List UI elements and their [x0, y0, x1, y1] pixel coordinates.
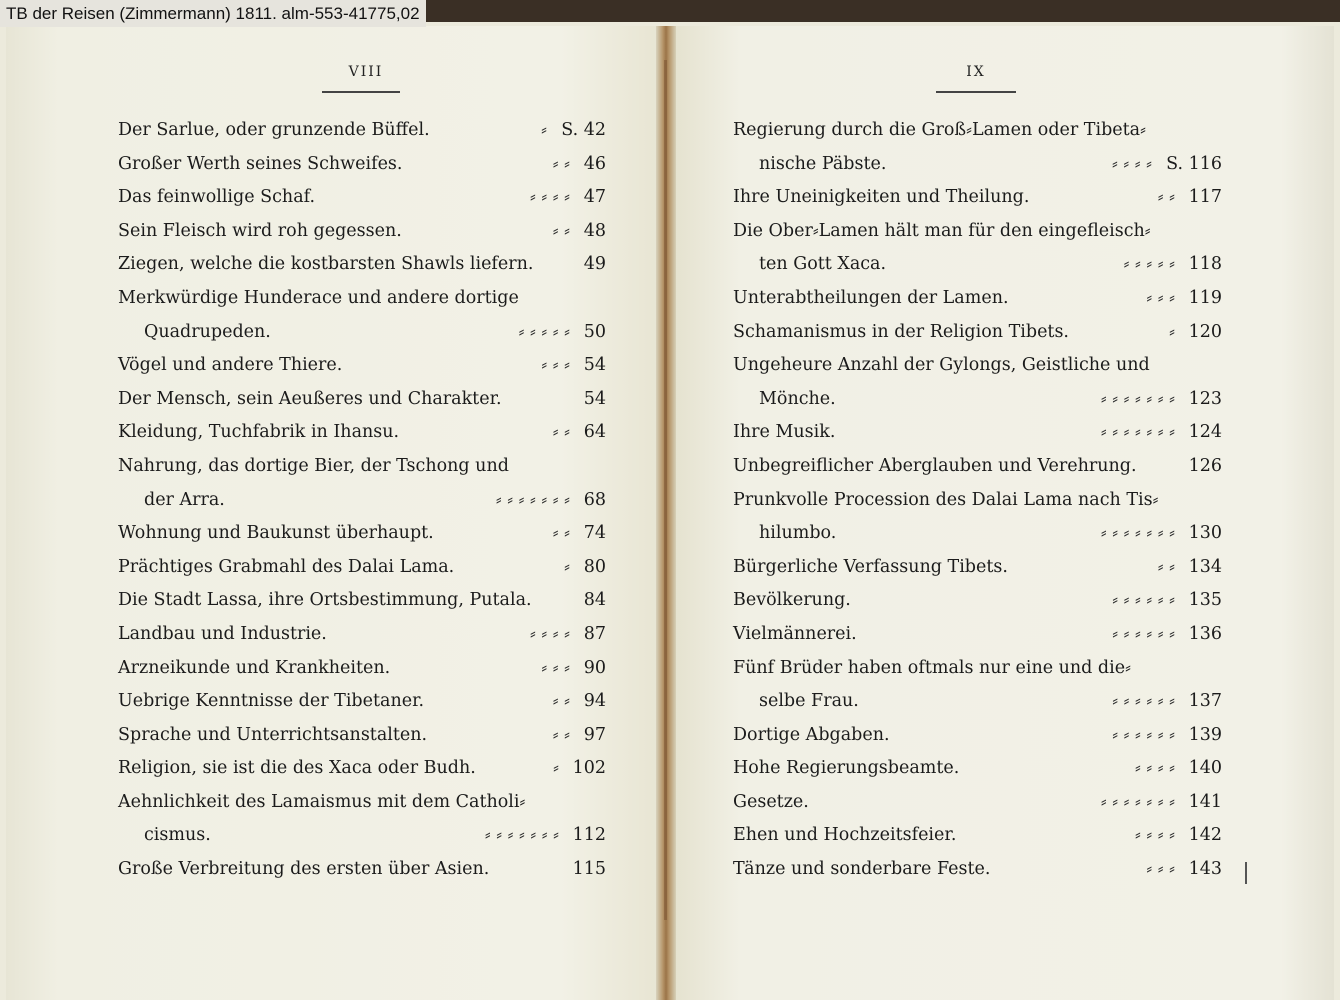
toc-entry	[733, 719, 1222, 753]
toc-entry	[733, 618, 1222, 652]
toc-page-number: 94	[583, 691, 606, 712]
toc-page-number: 118	[1188, 254, 1222, 275]
left-table-of-contents	[118, 114, 606, 887]
toc-entry-title: Vögel und andere Thiere.	[118, 355, 343, 376]
toc-page-number: 126	[1188, 455, 1222, 476]
toc-leader-dots: ⸗ ⸗	[1157, 556, 1175, 577]
toc-page-number: 74	[583, 523, 606, 544]
toc-entry-title: Das feinwollige Schaf.	[118, 187, 316, 208]
toc-entry-title: Aehnlichkeit des Lamaismus mit dem Catholi⸗	[118, 791, 526, 812]
toc-leader-dots: ⸗ ⸗	[552, 153, 570, 174]
left-folio-rule	[322, 91, 400, 93]
toc-leader-dots: ⸗	[541, 120, 547, 140]
toc-entry-title: Große Verbreitung des ersten über Asien.	[118, 859, 490, 880]
toc-entry-title: Hohe Regierungsbeamte.	[733, 758, 960, 779]
toc-entry	[733, 282, 1222, 316]
toc-entry	[118, 517, 606, 551]
toc-entry	[733, 853, 1222, 887]
toc-leader-dots: ⸗ ⸗ ⸗ ⸗ ⸗ ⸗ ⸗	[1100, 523, 1175, 544]
toc-entry	[733, 786, 1222, 820]
toc-page-number: 50	[583, 321, 606, 342]
right-folio-rule	[936, 91, 1016, 93]
toc-entry-title: Unterabtheilungen der Lamen.	[733, 287, 1009, 308]
toc-entry	[118, 450, 606, 484]
toc-entry-title: Arzneikunde und Krankheiten.	[118, 657, 391, 678]
toc-entry	[118, 114, 606, 148]
toc-page-number: 115	[572, 859, 606, 880]
toc-page-number: 120	[1188, 321, 1222, 342]
toc-page-number: 139	[1188, 724, 1222, 745]
toc-entry-title: Quadrupeden.	[144, 321, 271, 342]
toc-entry-title: Regierung durch die Groß⸗Lamen oder Tibeta⸗	[733, 120, 1146, 140]
toc-page-number: 87	[583, 623, 606, 644]
toc-leader-dots: ⸗ ⸗ ⸗ ⸗	[530, 187, 570, 208]
toc-entry-title: hilumbo.	[759, 523, 837, 544]
toc-leader-dots: ⸗ ⸗	[552, 691, 570, 712]
toc-entry-title: Vielmännerei.	[733, 623, 857, 644]
toc-leader-dots: ⸗ ⸗ ⸗ ⸗	[1135, 758, 1175, 779]
toc-entry-title: Religion, sie ist die des Xaca oder Budh.	[118, 758, 476, 779]
toc-entry	[118, 685, 606, 719]
toc-entry-title: Gesetze.	[733, 791, 809, 812]
toc-entry-title: ten Gott Xaca.	[759, 254, 887, 275]
toc-entry	[118, 819, 606, 853]
toc-entry-title: Bürgerliche Verfassung Tibets.	[733, 556, 1008, 577]
binding-thread	[664, 60, 667, 920]
toc-page-number: 68	[583, 489, 606, 510]
toc-entry-title: Ihre Musik.	[733, 422, 836, 443]
toc-page-number: S. 116	[1166, 153, 1222, 174]
toc-leader-dots: ⸗ ⸗ ⸗	[541, 657, 570, 678]
toc-page-number: 134	[1188, 556, 1222, 577]
toc-entry-title: Nahrung, das dortige Bier, der Tschong und	[118, 455, 509, 476]
toc-entry	[733, 383, 1222, 417]
toc-entry-title: Dortige Abgaben.	[733, 724, 890, 745]
toc-entry	[733, 517, 1222, 551]
toc-page-number: 49	[583, 254, 606, 275]
image-caption: TB der Reisen (Zimmermann) 1811. alm-553-41775,02	[0, 0, 426, 27]
toc-page-number: 102	[572, 758, 606, 779]
toc-entry	[118, 551, 606, 585]
toc-page-number: 143	[1188, 859, 1222, 880]
toc-entry	[118, 248, 606, 282]
toc-entry-title: Landbau und Industrie.	[118, 623, 327, 644]
toc-page-number: 130	[1188, 523, 1222, 544]
toc-entry	[118, 416, 606, 450]
toc-entry	[733, 248, 1222, 282]
toc-leader-dots: ⸗ ⸗ ⸗ ⸗ ⸗ ⸗ ⸗	[1100, 388, 1175, 409]
toc-entry-title: Ihre Uneinigkeiten und Theilung.	[733, 187, 1030, 208]
toc-page-number: 124	[1188, 422, 1222, 443]
toc-page-number: 141	[1188, 791, 1222, 812]
toc-entry	[733, 584, 1222, 618]
toc-page-number: 48	[583, 220, 606, 241]
toc-leader-dots: ⸗ ⸗ ⸗ ⸗ ⸗ ⸗ ⸗	[1100, 791, 1175, 812]
toc-page-number: 64	[583, 422, 606, 443]
toc-entry	[118, 316, 606, 350]
toc-leader-dots: ⸗	[564, 556, 570, 577]
toc-page-number: 137	[1188, 691, 1222, 712]
toc-leader-dots: ⸗ ⸗ ⸗ ⸗ ⸗	[1123, 254, 1175, 275]
toc-leader-dots: ⸗ ⸗ ⸗	[541, 355, 570, 376]
toc-page-number: 54	[583, 355, 606, 376]
toc-entry-title: Die Stadt Lassa, ihre Ortsbestimmung, Putala.	[118, 590, 532, 611]
toc-page-number: 142	[1188, 825, 1222, 846]
toc-entry	[118, 618, 606, 652]
toc-leader-dots: ⸗	[1169, 321, 1175, 342]
toc-entry	[118, 148, 606, 182]
toc-entry-title: Uebrige Kenntnisse der Tibetaner.	[118, 691, 425, 712]
toc-entry	[118, 719, 606, 753]
toc-entry	[733, 181, 1222, 215]
toc-entry	[118, 853, 606, 887]
toc-entry-title: Ungeheure Anzahl der Gylongs, Geistliche und	[733, 355, 1150, 376]
right-page-number: IX	[966, 64, 986, 80]
toc-entry	[118, 584, 606, 618]
toc-leader-dots: ⸗ ⸗ ⸗	[1146, 287, 1175, 308]
toc-leader-dots: ⸗ ⸗ ⸗ ⸗ ⸗ ⸗	[1112, 623, 1175, 644]
toc-entry-title: Ehen und Hochzeitsfeier.	[733, 825, 957, 846]
toc-entry-title: Sein Fleisch wird roh gegessen.	[118, 220, 402, 241]
toc-entry-title: Unbegreiflicher Aberglauben und Verehrung.	[733, 455, 1137, 476]
toc-page-number: 140	[1188, 758, 1222, 779]
toc-entry-title: Wohnung und Baukunst überhaupt.	[118, 523, 434, 544]
toc-entry-title: cismus.	[144, 825, 211, 846]
toc-leader-dots: ⸗ ⸗ ⸗ ⸗ ⸗ ⸗	[1112, 724, 1175, 745]
toc-entry-title: der Arra.	[144, 489, 225, 510]
toc-entry	[733, 685, 1222, 719]
right-table-of-contents	[733, 114, 1222, 887]
toc-entry-title: Großer Werth seines Schweifes.	[118, 153, 403, 174]
toc-entry	[733, 819, 1222, 853]
toc-page-number: 90	[583, 657, 606, 678]
toc-page-number: 117	[1188, 187, 1222, 208]
left-page-number: VIII	[348, 64, 384, 80]
toc-entry	[733, 551, 1222, 585]
toc-leader-dots: ⸗ ⸗	[1157, 187, 1175, 208]
toc-page-number: 112	[572, 825, 606, 846]
toc-entry-title: Schamanismus in der Religion Tibets.	[733, 321, 1069, 342]
toc-entry-title: Merkwürdige Hunderace und andere dortige	[118, 287, 519, 308]
toc-page-number: 47	[583, 187, 606, 208]
page-edge-mark	[1245, 862, 1247, 884]
toc-entry-title: Prächtiges Grabmahl des Dalai Lama.	[118, 556, 455, 577]
toc-entry-title: nische Päbste.	[759, 153, 887, 174]
toc-leader-dots: ⸗ ⸗	[552, 422, 570, 443]
toc-leader-dots: ⸗ ⸗ ⸗ ⸗ ⸗	[518, 321, 570, 342]
toc-page-number: 84	[583, 590, 606, 611]
toc-entry-title: Der Mensch, sein Aeußeres und Charakter.	[118, 388, 502, 409]
toc-leader-dots: ⸗ ⸗	[552, 523, 570, 544]
toc-page-number: S. 42	[561, 120, 606, 140]
toc-entry	[733, 752, 1222, 786]
toc-entry	[118, 652, 606, 686]
toc-leader-dots: ⸗ ⸗	[552, 724, 570, 745]
toc-entry	[733, 450, 1222, 484]
toc-entry-title: Mönche.	[759, 388, 836, 409]
toc-entry-title: Kleidung, Tuchfabrik in Ihansu.	[118, 422, 400, 443]
toc-leader-dots: ⸗ ⸗	[552, 220, 570, 241]
toc-entry	[733, 215, 1222, 249]
toc-page-number: 46	[583, 153, 606, 174]
toc-page-number: 119	[1188, 287, 1222, 308]
toc-entry-title: Prunkvolle Procession des Dalai Lama nach Tis⸗	[733, 489, 1159, 510]
toc-entry-title: Tänze und sonderbare Feste.	[733, 859, 991, 880]
toc-leader-dots: ⸗ ⸗ ⸗ ⸗ ⸗ ⸗ ⸗	[495, 489, 570, 510]
toc-entry	[118, 786, 606, 820]
toc-leader-dots: ⸗ ⸗ ⸗ ⸗ ⸗ ⸗	[1112, 590, 1175, 611]
toc-entry	[118, 215, 606, 249]
toc-entry	[118, 181, 606, 215]
toc-entry	[118, 484, 606, 518]
toc-leader-dots: ⸗ ⸗ ⸗ ⸗ ⸗ ⸗ ⸗	[484, 825, 559, 846]
toc-entry-title: Die Ober⸗Lamen hält man für den eingefleisch⸗	[733, 220, 1151, 241]
toc-entry	[733, 652, 1222, 686]
toc-page-number: 136	[1188, 623, 1222, 644]
toc-entry-title: Sprache und Unterrichtsanstalten.	[118, 724, 428, 745]
toc-page-number: 123	[1188, 388, 1222, 409]
toc-entry-title: Fünf Brüder haben oftmals nur eine und die⸗	[733, 657, 1131, 678]
toc-entry	[118, 752, 606, 786]
toc-entry	[118, 282, 606, 316]
toc-entry	[733, 316, 1222, 350]
toc-entry-title: Der Sarlue, oder grunzende Büffel.	[118, 120, 430, 140]
toc-entry-title: Bevölkerung.	[733, 590, 851, 611]
toc-entry-title: selbe Frau.	[759, 691, 859, 712]
toc-entry-title: Ziegen, welche die kostbarsten Shawls liefern.	[118, 254, 534, 275]
toc-leader-dots: ⸗ ⸗ ⸗ ⸗	[1135, 825, 1175, 846]
toc-entry	[733, 484, 1222, 518]
toc-entry	[733, 416, 1222, 450]
toc-entry	[118, 383, 606, 417]
toc-leader-dots: ⸗ ⸗ ⸗ ⸗	[1112, 153, 1152, 174]
toc-entry	[733, 114, 1222, 148]
toc-leader-dots: ⸗ ⸗ ⸗ ⸗ ⸗ ⸗	[1112, 691, 1175, 712]
toc-leader-dots: ⸗ ⸗ ⸗	[1146, 859, 1175, 880]
toc-leader-dots: ⸗	[553, 758, 559, 779]
toc-page-number: 97	[583, 724, 606, 745]
toc-entry	[733, 349, 1222, 383]
toc-entry	[118, 349, 606, 383]
toc-page-number: 135	[1188, 590, 1222, 611]
toc-entry	[733, 148, 1222, 182]
toc-page-number: 54	[583, 388, 606, 409]
toc-leader-dots: ⸗ ⸗ ⸗ ⸗ ⸗ ⸗ ⸗	[1100, 422, 1175, 443]
toc-page-number: 80	[583, 556, 606, 577]
toc-leader-dots: ⸗ ⸗ ⸗ ⸗	[530, 623, 570, 644]
